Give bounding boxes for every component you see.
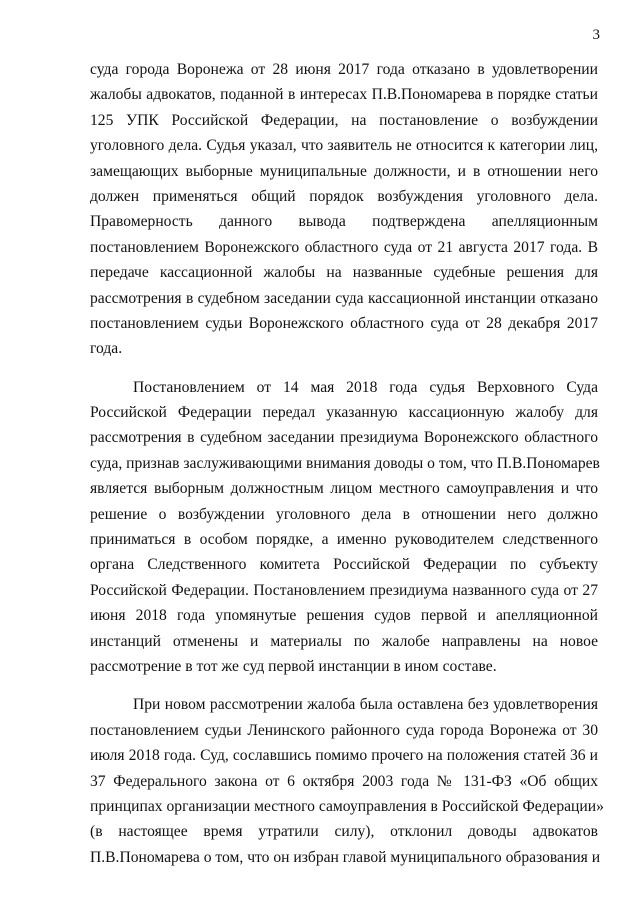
text-line: года. [90,340,123,358]
text-line: должен применяться общий порядок возбуждения уголовного дела. [90,187,598,205]
paragraph-spacing [90,679,598,692]
text-line: постановлением судьи Воронежского областного суда от 28 декабря 2017 [90,314,598,332]
text-line: 125 УПК Российской Федерации, на постановление о возбуждении [90,111,598,129]
document-body [90,57,604,870]
text-line: органа Следственного комитета Российской Федерации по субъекту [90,556,598,574]
text-line: 37 Федерального закона от 6 октября 2003 года № 131-ФЗ «Об общих [90,772,598,790]
text-line: Постановлением от 14 мая 2018 года судья Верховного Суда [133,378,598,396]
text-line: суда города Воронежа от 28 июня 2017 года отказано в удовлетворении [90,61,598,78]
text-line: решение о возбуждении уголовного дела в отношении него должно [90,505,598,523]
text-line: замещающих выборные муниципальные должности, и в отношении него [90,162,598,180]
paragraph-1 [90,57,598,362]
text-line: постановлением Воронежского областного суда от 21 августа 2017 года. В [90,238,598,256]
text-line: рассмотрения в судебном заседании президиума Воронежского областного [90,429,598,447]
paragraph-spacing [90,362,598,375]
text-line: жалобы адвокатов, поданной в интересах П.В.Пономарева в порядке статьи [90,86,598,104]
paragraph-2 [90,375,598,680]
text-line: П.В.Пономарева о том, что он избран главой муниципального образования и [90,848,601,866]
text-line: уголовного дела. Судья указал, что заявитель не относится к категории лиц, [90,137,598,155]
text-line: Российской Федерации передал указанную кассационную жалобу для [90,404,598,422]
text-line: При новом рассмотрении жалоба была оставлена без удовлетворения [133,696,598,714]
text-line: июня 2018 года упомянутые решения судов первой и апелляционной [90,607,598,625]
text-line: суда, признав заслуживающими внимания доводы о том, что П.В.Пономарев [90,454,600,472]
text-line: является выборным должностным лицом местного самоуправления и что [90,480,598,498]
text-line: инстанций отменены и материалы по жалобе направлены на новое [90,632,598,650]
text-line: рассмотрение в тот же суд первой инстанции в ином составе. [90,657,497,675]
text-line: Правомерность данного вывода подтверждена апелляционным [90,213,598,231]
text-line: передаче кассационной жалобы на названные судебные решения для [90,264,598,282]
text-line: принципах организации местного самоуправления в Российской Федерации» [90,797,604,815]
text-line: июля 2018 года. Суд, сославшись помимо прочего на положения статей 36 и [90,747,598,765]
text-line: Российской Федерации. Постановлением президиума названного суда от 27 [90,581,598,599]
text-line: (в настоящее время утратили силу), отклонил доводы адвокатов [90,823,598,841]
text-line: постановлением судьи Ленинского районного суда города Воронежа от 30 [90,721,598,739]
text-line: приниматься в особом порядке, а именно руководителем следственного [90,531,598,549]
page-number: 3 [592,27,600,43]
text-line: рассмотрения в судебном заседании суда кассационной инстанции отказано [90,289,598,307]
paragraph-3 [90,692,604,870]
